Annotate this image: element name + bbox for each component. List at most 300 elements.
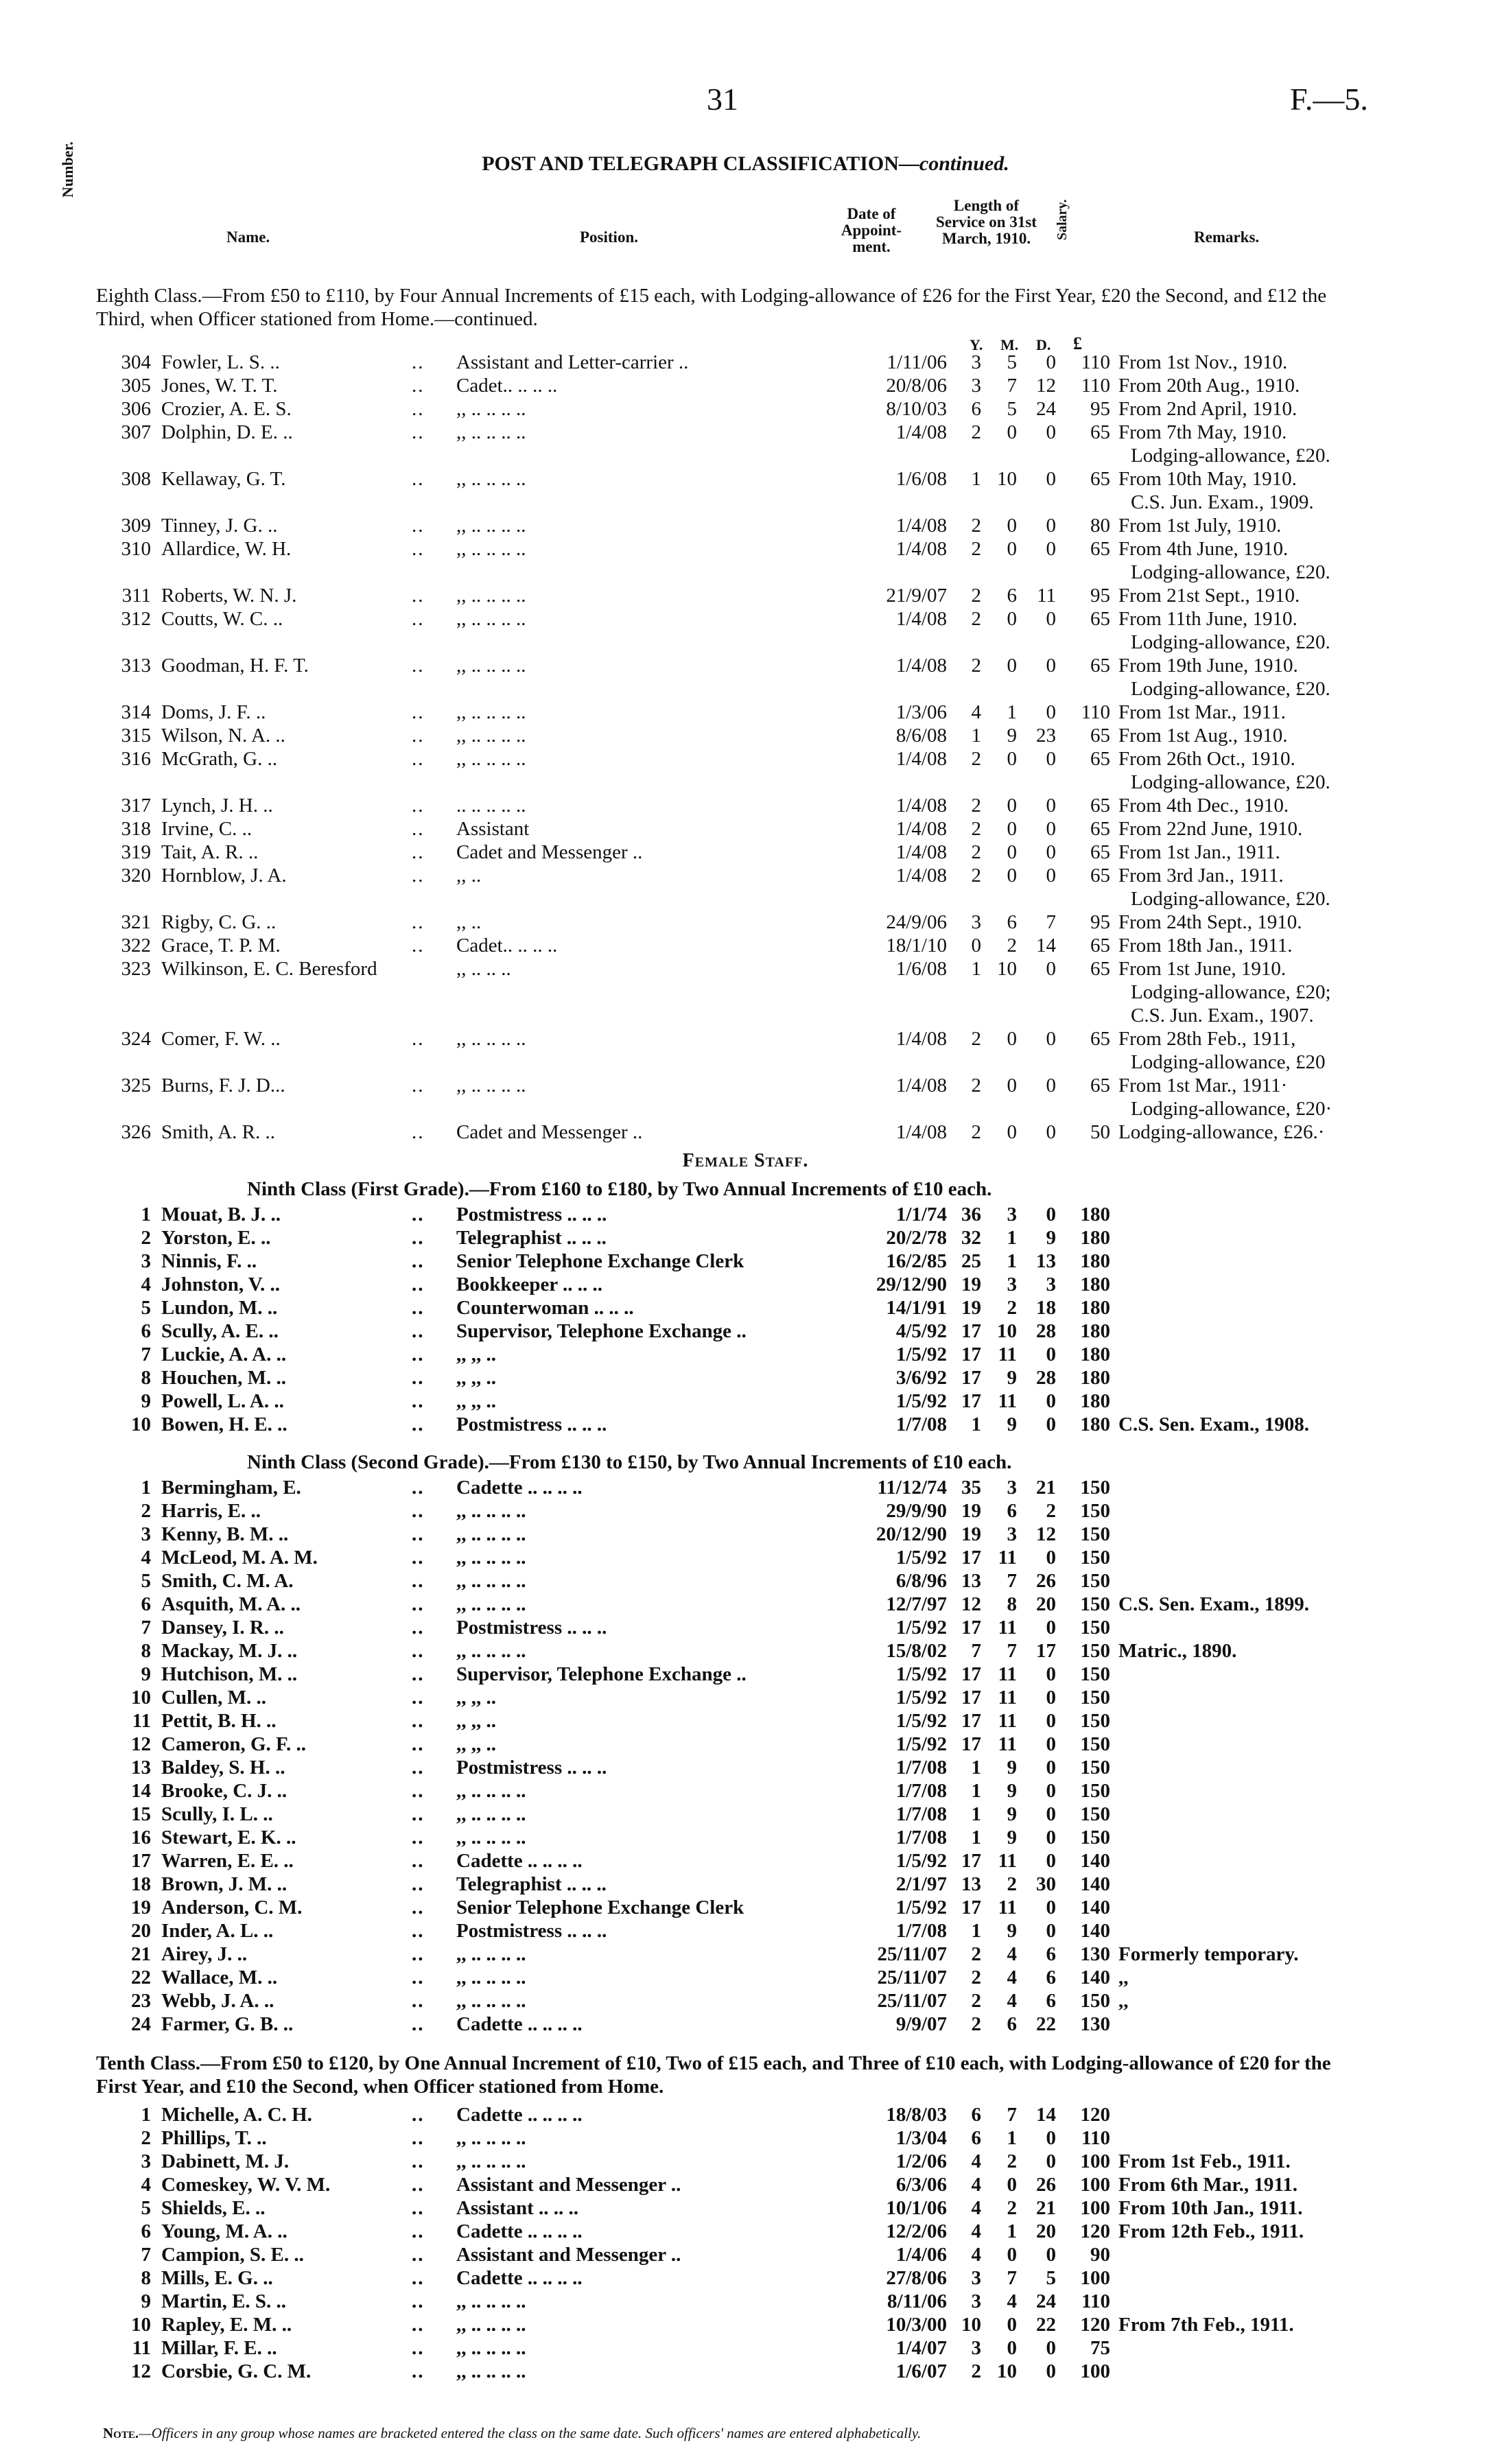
row-days: 0 — [1046, 818, 1056, 840]
row-salary: 150 — [1080, 1803, 1110, 1825]
row-dots: .. — [412, 1570, 425, 1592]
row-salary: 65 — [1090, 748, 1110, 770]
row-remarks: From 22nd June, 1910. — [1118, 818, 1303, 840]
row-date: 29/12/90 — [876, 1274, 947, 1295]
row-date: 1/4/08 — [895, 748, 947, 770]
row-years: 19 — [961, 1500, 981, 1522]
row-months: 2 — [1007, 935, 1017, 957]
row-date: 1/4/08 — [895, 795, 947, 817]
row-date: 16/2/85 — [886, 1250, 947, 1272]
row-days: 13 — [1036, 1250, 1056, 1272]
row-years: 12 — [961, 1593, 981, 1615]
row-salary: 65 — [1090, 795, 1110, 817]
table-row — [0, 1005, 1491, 1028]
row-dots: .. — [412, 1920, 425, 1942]
row-salary: 75 — [1090, 2337, 1110, 2359]
row-years: 36 — [961, 1204, 981, 1225]
table-row — [0, 561, 1491, 585]
row-name: Inder, A. L. .. — [161, 1920, 274, 1942]
table-row — [0, 1640, 1491, 1663]
row-number: 1 — [141, 1477, 151, 1499]
row-months: 3 — [1007, 1523, 1017, 1545]
row-date: 18/1/10 — [886, 935, 947, 957]
row-salary: 130 — [1080, 2013, 1110, 2035]
row-date: 1/4/08 — [895, 655, 947, 677]
row-dots: .. — [412, 351, 425, 373]
row-months: 9 — [1007, 1367, 1017, 1389]
row-years: 2 — [971, 1967, 981, 1988]
row-months: 1 — [1007, 1227, 1017, 1249]
row-days: 0 — [1046, 1827, 1056, 1849]
row-number: 314 — [121, 701, 151, 723]
row-number: 3 — [141, 1250, 151, 1272]
row-days: 18 — [1036, 1297, 1056, 1319]
row-name: Irvine, C. .. — [161, 818, 253, 840]
row-position: ,, .. .. .. .. — [456, 1990, 526, 2012]
row-days: 3 — [1046, 1274, 1056, 1295]
table-row — [0, 818, 1491, 841]
row-name: Comer, F. W. .. — [161, 1028, 281, 1050]
row-number: 16 — [131, 1827, 151, 1849]
tenth-class-title: Tenth Class.—From £50 to £120, by One Annual Increment of £10, Two of £15 each, and Three of £10 each, with Lodging-allowance of £20 for the First Year, and £10 the Second, when Officer stationed from Home. — [96, 2052, 1331, 2098]
row-name: Campion, S. E. .. — [161, 2244, 304, 2266]
row-name: Doms, J. F. .. — [161, 701, 266, 723]
row-salary: 150 — [1080, 1710, 1110, 1732]
row-salary: 100 — [1080, 2197, 1110, 2219]
row-salary: 150 — [1080, 1593, 1110, 1615]
row-days: 6 — [1046, 1990, 1056, 2012]
row-name: Young, M. A. .. — [161, 2220, 287, 2242]
table-row — [0, 1733, 1491, 1757]
row-name: Coutts, W. C. .. — [161, 608, 283, 630]
row-name: Lynch, J. H. .. — [161, 795, 273, 817]
table-row — [0, 491, 1491, 515]
row-years: 1 — [971, 725, 981, 747]
row-months: 9 — [1007, 725, 1017, 747]
row-number: 7 — [141, 1344, 151, 1365]
row-days: 22 — [1036, 2314, 1056, 2336]
row-salary: 150 — [1080, 1990, 1110, 2012]
row-salary: 180 — [1080, 1344, 1110, 1365]
row-name: Rigby, C. G. .. — [161, 911, 277, 933]
row-name: Crozier, A. E. S. — [161, 398, 292, 420]
row-years: 4 — [971, 2174, 981, 2196]
ninth-second-grade-title-text: Ninth Class (Second Grade).—From £130 to £150, by Two Annual Increments of £10 each. — [247, 1451, 1012, 1473]
row-position: ,, ,, .. — [456, 1687, 496, 1709]
row-position: Postmistress .. .. .. — [456, 1204, 607, 1225]
row-months: 1 — [1007, 2127, 1017, 2149]
row-number: 22 — [131, 1967, 151, 1988]
row-remarks: From 11th June, 1910. — [1118, 608, 1298, 630]
row-date: 2/1/97 — [895, 1873, 947, 1895]
row-salary: 95 — [1090, 398, 1110, 420]
row-name: Johnston, V. .. — [161, 1274, 281, 1295]
row-months: 0 — [1007, 2337, 1017, 2359]
row-position: Assistant .. .. .. — [456, 2197, 579, 2219]
row-months: 2 — [1007, 1297, 1017, 1319]
row-salary: 150 — [1080, 1757, 1110, 1779]
row-date: 6/8/96 — [895, 1570, 947, 1592]
row-date: 18/8/03 — [886, 2104, 947, 2126]
table-row — [0, 958, 1491, 981]
row-years: 3 — [971, 2337, 981, 2359]
table-row — [0, 771, 1491, 795]
row-date: 12/2/06 — [886, 2220, 947, 2242]
row-remarks-cont: Lodging-allowance, £20 — [1131, 1051, 1326, 1073]
row-date: 3/6/92 — [895, 1367, 947, 1389]
row-years: 2 — [971, 841, 981, 863]
table-row — [0, 631, 1491, 655]
row-days: 6 — [1046, 1967, 1056, 1988]
row-number: 12 — [131, 1733, 151, 1755]
row-position: ,, .. .. .. .. — [456, 2360, 526, 2382]
row-dots: .. — [412, 2127, 425, 2149]
row-months: 6 — [1007, 1500, 1017, 1522]
row-date: 1/4/08 — [895, 841, 947, 863]
row-years: 2 — [971, 515, 981, 537]
row-months: 0 — [1007, 2174, 1017, 2196]
row-position: ,, .. .. .. .. — [456, 1075, 526, 1096]
table-row — [0, 1500, 1491, 1523]
row-position: ,, .. .. .. .. — [456, 2337, 526, 2359]
row-salary: 110 — [1081, 2127, 1110, 2149]
row-name: Dansey, I. R. .. — [161, 1617, 284, 1639]
row-date: 1/7/08 — [895, 1413, 947, 1435]
row-date: 15/8/02 — [886, 1640, 947, 1662]
row-months: 11 — [998, 1733, 1017, 1755]
row-number: 2 — [141, 1500, 151, 1522]
row-dots: .. — [412, 1780, 425, 1802]
row-days: 0 — [1046, 655, 1056, 677]
row-dots: .. — [412, 2150, 425, 2172]
row-dots: .. — [412, 398, 425, 420]
row-dots: .. — [412, 1274, 425, 1295]
row-months: 0 — [1007, 538, 1017, 560]
row-days: 17 — [1036, 1640, 1056, 1662]
row-name: Farmer, G. B. .. — [161, 2013, 294, 2035]
row-years: 4 — [971, 2197, 981, 2219]
row-remarks-cont: Lodging-allowance, £20. — [1131, 631, 1330, 653]
row-days: 0 — [1046, 515, 1056, 537]
row-date: 24/9/06 — [886, 911, 947, 933]
row-months: 0 — [1007, 655, 1017, 677]
row-days: 0 — [1046, 2127, 1056, 2149]
row-months: 9 — [1007, 1827, 1017, 1849]
row-name: Cameron, G. F. .. — [161, 1733, 307, 1755]
row-months: 7 — [1007, 2104, 1017, 2126]
row-days: 23 — [1036, 725, 1056, 747]
row-salary: 150 — [1080, 1663, 1110, 1685]
row-years: 17 — [961, 1850, 981, 1872]
row-years: 4 — [971, 2244, 981, 2266]
row-salary: 110 — [1081, 375, 1110, 397]
row-remarks-cont: Lodging-allowance, £20. — [1131, 445, 1330, 467]
row-position: Cadette .. .. .. .. — [456, 1850, 583, 1872]
row-dots: .. — [412, 608, 425, 630]
row-position: ,, .. .. .. .. — [456, 421, 526, 443]
row-years: 2 — [971, 795, 981, 817]
row-dots: .. — [412, 1227, 425, 1249]
eighth-class-table — [0, 351, 1491, 1145]
row-date: 20/2/78 — [886, 1227, 947, 1249]
row-salary: 180 — [1080, 1250, 1110, 1272]
row-salary: 65 — [1090, 725, 1110, 747]
row-date: 9/9/07 — [895, 2013, 947, 2035]
row-years: 4 — [971, 2150, 981, 2172]
row-salary: 65 — [1090, 655, 1110, 677]
row-number: 1 — [141, 2104, 151, 2126]
table-row — [0, 1320, 1491, 1344]
row-years: 19 — [961, 1523, 981, 1545]
row-years: 2 — [971, 818, 981, 840]
col-header-date: Date of Appoint- ment. — [841, 205, 902, 255]
row-years: 3 — [971, 351, 981, 373]
page-title — [0, 152, 1491, 176]
row-salary: 100 — [1080, 2150, 1110, 2172]
table-row — [0, 2337, 1491, 2360]
row-years: 17 — [961, 1687, 981, 1709]
row-date: 1/7/08 — [895, 1827, 947, 1849]
row-salary: 65 — [1090, 841, 1110, 863]
row-position: ,, .. — [456, 911, 482, 933]
row-name: Comeskey, W. V. M. — [161, 2174, 331, 2196]
row-days: 24 — [1036, 398, 1056, 420]
row-position: ,, .. .. .. .. — [456, 1028, 526, 1050]
row-date: 8/6/08 — [895, 725, 947, 747]
row-number: 2 — [141, 1227, 151, 1249]
row-position: Cadet.. .. .. .. — [456, 375, 558, 397]
row-months: 0 — [1007, 1028, 1017, 1050]
row-number: 13 — [131, 1757, 151, 1779]
row-name: Brown, J. M. .. — [161, 1873, 287, 1895]
row-years: 17 — [961, 1897, 981, 1919]
row-months: 3 — [1007, 1477, 1017, 1499]
row-salary: 150 — [1080, 1547, 1110, 1569]
row-salary: 65 — [1090, 865, 1110, 887]
row-dots: .. — [412, 1710, 425, 1732]
row-position: ,, ,, .. — [456, 1733, 496, 1755]
row-number: 307 — [121, 421, 151, 443]
row-dots: .. — [412, 2220, 425, 2242]
row-days: 0 — [1046, 1204, 1056, 1225]
table-row — [0, 1523, 1491, 1547]
row-years: 2 — [971, 1943, 981, 1965]
row-years: 2 — [971, 2360, 981, 2382]
row-years: 10 — [961, 2314, 981, 2336]
row-salary: 65 — [1090, 818, 1110, 840]
row-days: 0 — [1046, 1780, 1056, 1802]
row-name: Kenny, B. M. .. — [161, 1523, 289, 1545]
row-name: Baldey, S. H. .. — [161, 1757, 285, 1779]
row-years: 2 — [971, 1990, 981, 2012]
table-row — [0, 1593, 1491, 1617]
row-date: 1/5/92 — [895, 1617, 947, 1639]
row-months: 8 — [1007, 1593, 1017, 1615]
row-months: 11 — [998, 1687, 1017, 1709]
row-salary: 120 — [1080, 2104, 1110, 2126]
row-remarks: From 1st July, 1910. — [1118, 515, 1282, 537]
table-row — [0, 2127, 1491, 2150]
row-name: Luckie, A. A. .. — [161, 1344, 287, 1365]
row-date: 1/4/06 — [895, 2244, 947, 2266]
row-days: 0 — [1046, 1390, 1056, 1412]
row-remarks-cont: Lodging-allowance, £20; — [1131, 981, 1331, 1003]
row-number: 8 — [141, 1640, 151, 1662]
ninth-first-grade-title-text: Ninth Class (First Grade).—From £160 to £180, by Two Annual Increments of £10 each. — [247, 1178, 992, 1200]
table-row — [0, 1297, 1491, 1320]
row-dots: .. — [412, 585, 425, 607]
ninth-second-grade-table — [0, 1477, 1491, 2037]
row-months: 6 — [1007, 585, 1017, 607]
row-months: 0 — [1007, 818, 1017, 840]
row-years: 17 — [961, 1733, 981, 1755]
row-number: 310 — [121, 538, 151, 560]
row-days: 24 — [1036, 2290, 1056, 2312]
row-salary: 180 — [1080, 1227, 1110, 1249]
row-days: 0 — [1046, 608, 1056, 630]
row-dots: .. — [412, 375, 425, 397]
row-dots: .. — [412, 1640, 425, 1662]
row-position: Cadet and Messenger .. — [456, 1121, 643, 1143]
row-remarks-cont: Lodging-allowance, £20. — [1131, 561, 1330, 583]
row-position: ,, ,, .. — [456, 1367, 496, 1389]
row-dots: .. — [412, 515, 425, 537]
row-years: 2 — [971, 538, 981, 560]
row-dots: .. — [412, 1850, 425, 1872]
col-header-name: Name. — [226, 228, 270, 246]
row-remarks: From 1st Feb., 1911. — [1118, 2150, 1291, 2172]
row-number: 315 — [121, 725, 151, 747]
row-months: 2 — [1007, 2150, 1017, 2172]
row-position: ,, .. .. .. .. — [456, 608, 526, 630]
row-months: 0 — [1007, 865, 1017, 887]
table-row — [0, 1990, 1491, 2013]
row-days: 12 — [1036, 1523, 1056, 1545]
row-position: ,, .. .. .. .. — [456, 1570, 526, 1592]
row-dots: .. — [412, 748, 425, 770]
table-row — [0, 678, 1491, 701]
row-number: 313 — [121, 655, 151, 677]
row-position: Assistant — [456, 818, 530, 840]
row-days: 0 — [1046, 1413, 1056, 1435]
row-position: Telegraphist .. .. .. — [456, 1227, 607, 1249]
row-salary: 140 — [1080, 1967, 1110, 1988]
row-remarks: ,, — [1118, 1990, 1129, 2012]
row-position: ,, .. .. .. .. — [456, 2127, 526, 2149]
row-years: 17 — [961, 1390, 981, 1412]
row-date: 1/5/92 — [895, 1547, 947, 1569]
row-years: 1 — [971, 1920, 981, 1942]
table-row — [0, 1367, 1491, 1390]
page-title-main: POST AND TELEGRAPH CLASSIFICATION— — [482, 152, 919, 175]
row-position: Cadette .. .. .. .. — [456, 2267, 583, 2289]
row-months: 10 — [997, 1320, 1017, 1342]
row-remarks-cont: Lodging-allowance, £20. — [1131, 888, 1330, 910]
row-date: 1/5/92 — [895, 1710, 947, 1732]
row-date: 25/11/07 — [877, 1943, 947, 1965]
table-row — [0, 2197, 1491, 2220]
row-remarks: From 24th Sept., 1910. — [1118, 911, 1302, 933]
row-salary: 180 — [1080, 1320, 1110, 1342]
row-months: 11 — [998, 1710, 1017, 1732]
row-number: 10 — [131, 2314, 151, 2336]
row-years: 0 — [971, 935, 981, 957]
row-number: 311 — [121, 585, 151, 607]
row-number: 8 — [141, 2267, 151, 2289]
col-header-number: Number. — [59, 141, 76, 198]
row-years: 17 — [961, 1344, 981, 1365]
row-days: 0 — [1046, 1757, 1056, 1779]
table-row — [0, 1098, 1491, 1121]
row-position: ,, .. .. .. .. — [456, 1827, 526, 1849]
row-years: 6 — [971, 398, 981, 420]
row-months: 1 — [1007, 2220, 1017, 2242]
row-name: Wilson, N. A. .. — [161, 725, 285, 747]
row-days: 0 — [1046, 1075, 1056, 1096]
row-days: 0 — [1046, 538, 1056, 560]
row-years: 1 — [971, 1757, 981, 1779]
row-salary: 180 — [1080, 1204, 1110, 1225]
row-number: 19 — [131, 1897, 151, 1919]
table-row — [0, 1051, 1491, 1075]
row-date: 8/10/03 — [886, 398, 947, 420]
table-row — [0, 538, 1491, 561]
row-salary: 120 — [1080, 2220, 1110, 2242]
row-name: Smith, A. R. .. — [161, 1121, 275, 1143]
table-row — [0, 608, 1491, 631]
row-number: 305 — [121, 375, 151, 397]
row-salary: 150 — [1080, 1733, 1110, 1755]
row-days: 14 — [1036, 2104, 1056, 2126]
page-title-suffix: continued. — [919, 152, 1009, 175]
row-days: 0 — [1046, 2337, 1056, 2359]
row-name: Powell, L. A. .. — [161, 1390, 284, 1412]
row-remarks: From 26th Oct., 1910. — [1118, 748, 1295, 770]
row-years: 17 — [961, 1547, 981, 1569]
row-name: Smith, C. M. A. — [161, 1570, 294, 1592]
row-years: 2 — [971, 1121, 981, 1143]
table-row — [0, 865, 1491, 888]
row-salary: 65 — [1090, 468, 1110, 490]
row-number: 3 — [141, 2150, 151, 2172]
row-dots: .. — [412, 655, 425, 677]
row-date: 25/11/07 — [877, 1990, 947, 2012]
row-salary: 150 — [1080, 1523, 1110, 1545]
row-name: Stewart, E. K. .. — [161, 1827, 296, 1849]
row-remarks: From 4th June, 1910. — [1118, 538, 1289, 560]
row-name: Jones, W. T. T. — [161, 375, 278, 397]
table-row — [0, 1344, 1491, 1367]
row-months: 0 — [1007, 608, 1017, 630]
row-salary: 140 — [1080, 1920, 1110, 1942]
row-days: 30 — [1036, 1873, 1056, 1895]
row-dots: .. — [412, 1617, 425, 1639]
row-days: 0 — [1046, 1617, 1056, 1639]
row-salary: 180 — [1080, 1390, 1110, 1412]
row-dots: .. — [412, 1121, 425, 1143]
row-name: Scully, I. L. .. — [161, 1803, 273, 1825]
row-position: Postmistress .. .. .. — [456, 1413, 607, 1435]
row-remarks: From 1st June, 1910. — [1118, 958, 1287, 980]
row-number: 18 — [131, 1873, 151, 1895]
row-dots: .. — [412, 1413, 425, 1435]
row-dots: .. — [412, 1827, 425, 1849]
row-number: 15 — [131, 1803, 151, 1825]
table-row — [0, 515, 1491, 538]
row-name: Ninnis, F. .. — [161, 1250, 257, 1272]
row-name: Mouat, B. J. .. — [161, 1204, 281, 1225]
row-months: 11 — [998, 1390, 1017, 1412]
